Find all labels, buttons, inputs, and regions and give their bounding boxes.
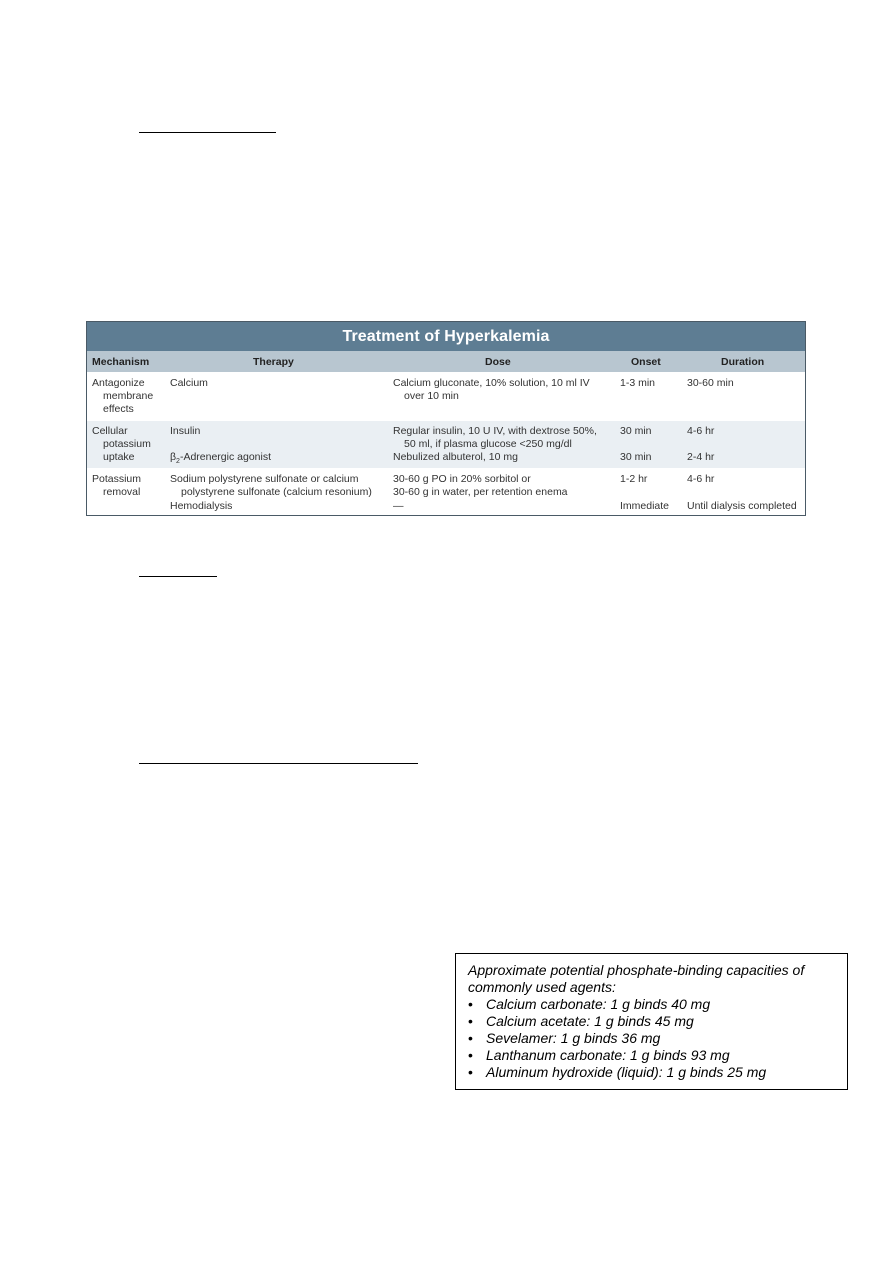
list-item <box>468 1047 837 1064</box>
subscript: 2 <box>176 458 180 466</box>
table-header-row <box>87 351 805 372</box>
therapy-cell: Insulin <box>170 425 201 437</box>
mechanism-cell <box>92 377 153 416</box>
duration-cell: Until dialysis completed <box>687 500 797 512</box>
bullet-icon: • <box>468 1030 473 1046</box>
therapy-text: -Adrenergic agonist <box>179 451 272 463</box>
dose-cell <box>393 377 590 403</box>
dose-cell: Nebulized albuterol, 10 mg <box>393 451 518 463</box>
mechanism-line: Cellular <box>92 425 128 437</box>
therapy-cell: Hemodialysis <box>170 500 233 512</box>
dose-line: 30-60 g in water, per retention enema <box>393 486 568 498</box>
dose-line: Calcium gluconate, 10% solution, 10 ml IV <box>393 377 590 389</box>
onset-cell: 1-2 hr <box>620 473 648 485</box>
duration-cell: 30-60 min <box>687 377 734 389</box>
header-dose: Dose <box>485 356 511 368</box>
dose-line: Regular insulin, 10 U IV, with dextrose 50%, <box>393 425 597 437</box>
dose-line: 50 ml, if plasma glucose <250 mg/dl <box>404 438 572 450</box>
list-item-text: Calcium carbonate: 1 g binds 40 mg <box>486 996 711 1012</box>
duration-cell: 2-4 hr <box>687 451 715 463</box>
mechanism-line: Antagonize <box>92 377 145 389</box>
list-item-text: Aluminum hydroxide (liquid): 1 g binds 25 mg <box>486 1064 767 1080</box>
list-item-text: Calcium acetate: 1 g binds 45 mg <box>486 1013 694 1029</box>
list-item-text: Lanthanum carbonate: 1 g binds 93 mg <box>486 1047 730 1063</box>
table-title: Treatment of Hyperkalemia <box>87 322 805 351</box>
mechanism-line: membrane <box>103 390 154 402</box>
dose-cell <box>393 473 568 499</box>
bullet-icon: • <box>468 996 473 1012</box>
mechanism-cell <box>92 425 151 464</box>
bullet-icon: • <box>468 1047 473 1063</box>
therapy-cell: Calcium <box>170 377 208 389</box>
header-onset: Onset <box>631 356 661 368</box>
therapy-cell <box>170 451 271 464</box>
onset-cell: 30 min <box>620 425 652 437</box>
hyperkalemia-treatment-table <box>86 321 806 516</box>
therapy-line: polystyrene sulfonate (calcium resonium) <box>181 486 372 498</box>
list-item <box>468 996 837 1013</box>
therapy-line: Sodium polystyrene sulfonate or calcium <box>170 473 359 485</box>
section-heading-underline <box>139 576 217 577</box>
dose-cell: — <box>393 500 404 512</box>
mechanism-line: potassium <box>103 438 151 450</box>
onset-cell: 30 min <box>620 451 652 463</box>
header-therapy: Therapy <box>253 356 294 368</box>
phosphate-box-intro: Approximate potential phosphate-binding capacities of commonly used agents: <box>468 962 805 995</box>
list-item <box>468 1030 837 1047</box>
list-item <box>468 1013 837 1030</box>
header-duration: Duration <box>721 356 765 368</box>
mechanism-line: uptake <box>103 451 135 463</box>
dose-line: 30-60 g PO in 20% sorbitol or <box>393 473 531 485</box>
table-row-cellular-uptake <box>87 421 805 468</box>
bullet-icon: • <box>468 1013 473 1029</box>
mechanism-cell <box>92 473 141 499</box>
mechanism-line: Potassium <box>92 473 142 485</box>
bullet-icon: • <box>468 1064 473 1080</box>
phosphate-binder-list <box>468 996 837 1081</box>
onset-cell: 1-3 min <box>620 377 656 389</box>
duration-cell: 4-6 hr <box>687 425 715 437</box>
list-item <box>468 1064 837 1081</box>
table-row-potassium-removal <box>87 468 805 515</box>
section-heading-underline <box>139 763 418 764</box>
mechanism-line: removal <box>103 486 141 498</box>
dose-cell <box>393 425 597 451</box>
dose-line: over 10 min <box>404 390 459 402</box>
header-mechanism: Mechanism <box>92 356 150 368</box>
therapy-cell <box>170 473 372 499</box>
table-row-antagonize <box>87 372 805 421</box>
section-heading-underline <box>139 132 276 133</box>
onset-cell: Immediate <box>620 500 670 512</box>
mechanism-line: effects <box>103 403 134 415</box>
list-item-text: Sevelamer: 1 g binds 36 mg <box>486 1030 661 1046</box>
beta-symbol: β <box>170 451 177 463</box>
phosphate-binding-box <box>455 953 848 1090</box>
duration-cell: 4-6 hr <box>687 473 715 485</box>
